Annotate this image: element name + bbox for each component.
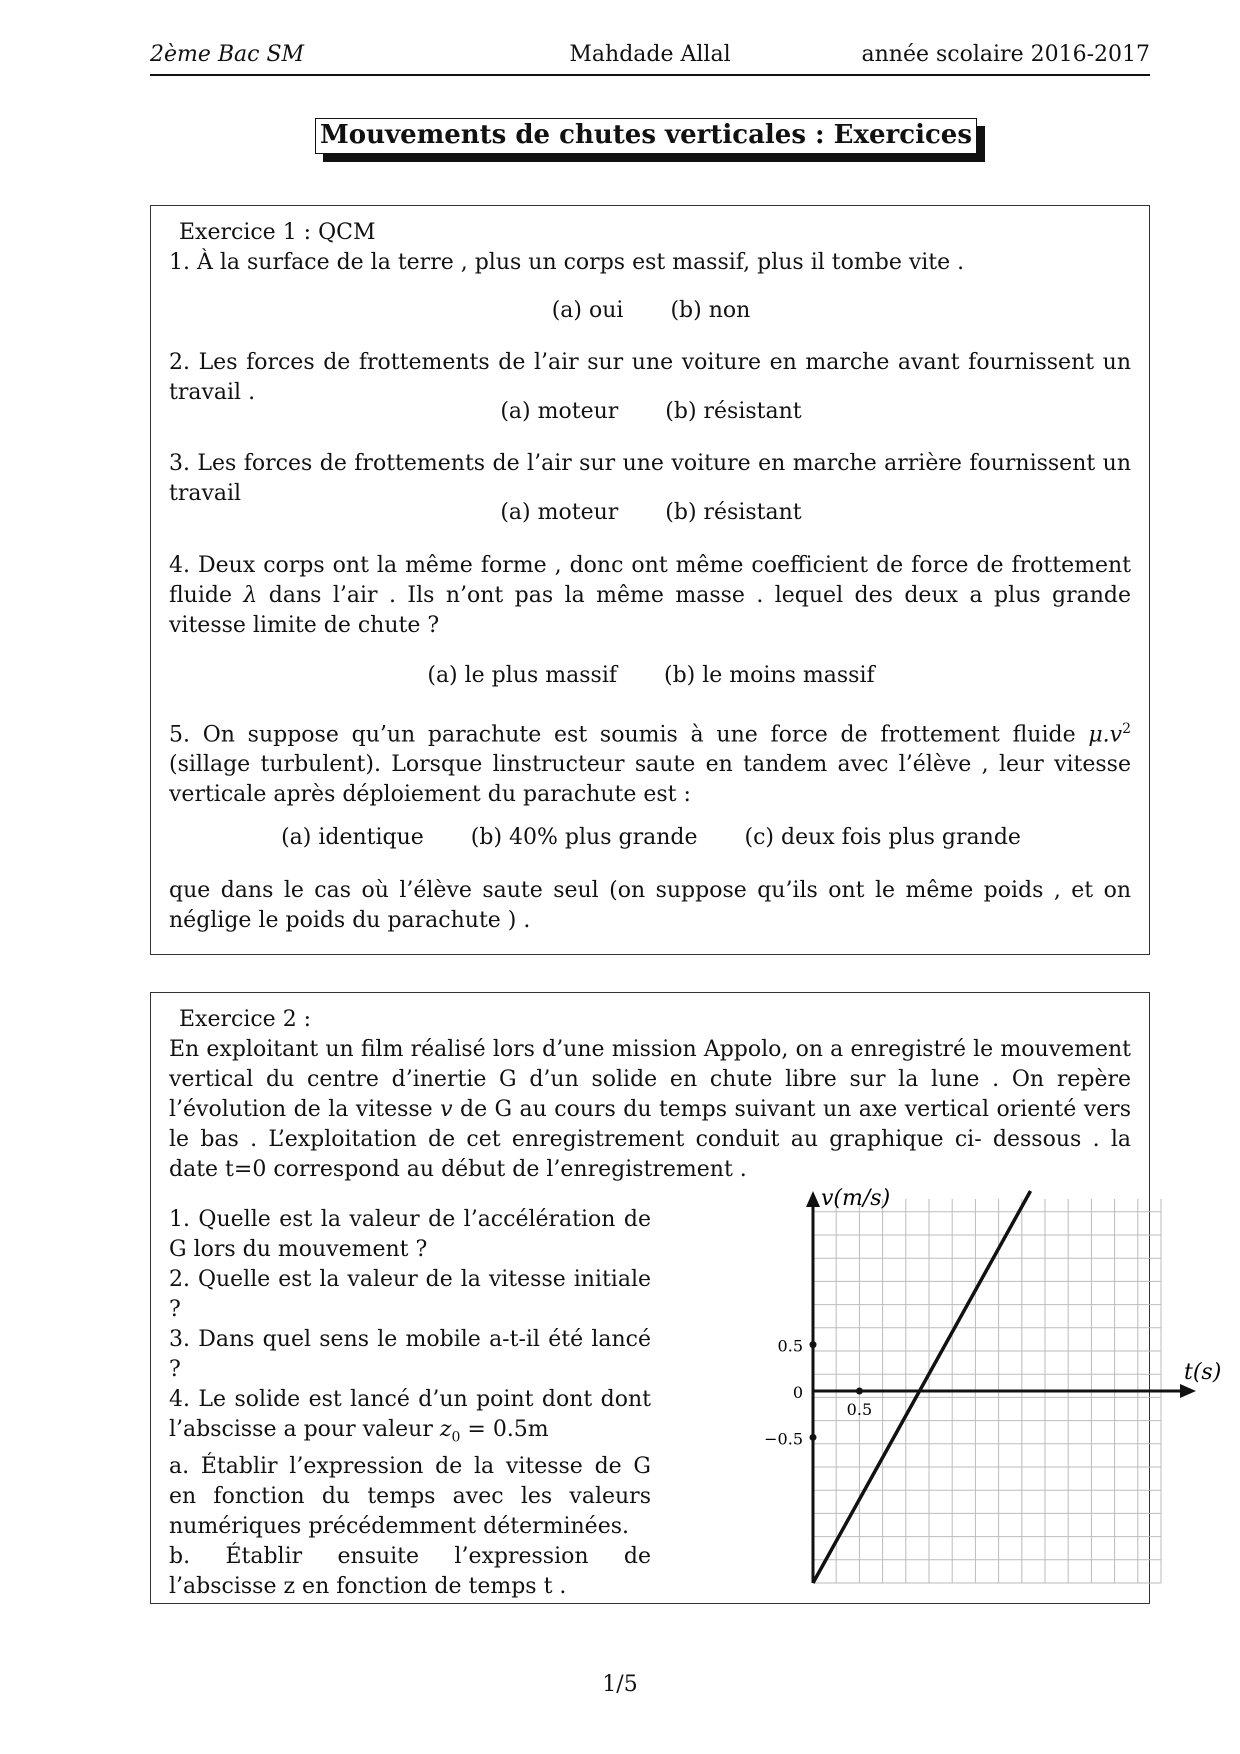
chart-marks <box>764 1186 1221 1583</box>
y-tick-label: 0.5 <box>777 1336 803 1356</box>
choice-b: (b) non <box>670 298 751 323</box>
intro-text-a: En exploitant un film réalisé lors d’une mission Appolo, on a enregistré le mouvement vertical du centre d’inertie G d’un solide en chute libre sur la lune . On repère l’évolution de la vitesse <box>169 1037 1131 1122</box>
choice-a: (a) identique <box>281 825 424 850</box>
ex2-question-4b: b. Établir ensuite l’expression de l’abscisse z en fonction de temps t . <box>169 1544 651 1600</box>
ex2-question-1: 1. Quelle est la valeur de l’accélération de G lors du mouvement ? <box>169 1207 651 1262</box>
choice-a: (a) oui <box>551 298 624 323</box>
ex1-q4-choices <box>151 663 1151 688</box>
q4-text-b: dans l’air . Ils n’ont pas la même masse . lequel des deux a plus grande vitesse limite de chute ? <box>169 583 1131 638</box>
y-tick-dot <box>810 1341 817 1348</box>
choice-b: (b) résistant <box>665 399 802 424</box>
ex2-intro <box>169 1035 1131 1185</box>
choice-b: (b) résistant <box>665 500 802 525</box>
page-number: 1/5 <box>602 1672 638 1697</box>
q4-text-a: 4. Deux corps ont la même forme , donc ont même coefficient de force de frottement fluide <box>169 553 1131 608</box>
intro-text-b: de G au cours du temps suivant un axe vertical orienté vers le bas . L’exploitation de cet enregistrement conduit au graphique ci- dessous . la date t=0 correspond au début de l’enregistrement . <box>169 1097 1131 1182</box>
header-class: 2ème Bac SM <box>150 42 305 67</box>
choice-b: (b) 40% plus grande <box>470 825 698 850</box>
velocity-time-graph <box>671 1183 1240 1603</box>
z-symbol: z <box>439 1417 452 1442</box>
ex1-q2-choices <box>151 399 1151 424</box>
page-title: Mouvements de chutes verticales : Exercices <box>315 118 977 154</box>
ex2-question-list <box>169 1205 651 1602</box>
header-year: année scolaire 2016-2017 <box>861 42 1150 67</box>
x-axis-arrow <box>1180 1384 1196 1398</box>
choice-a: (a) moteur <box>500 500 619 525</box>
ex1-q5-conclusion: que dans le cas où l’élève saute seul (on suppose qu’ils ont le même poids , et on néglige le poids du parachute ) . <box>169 878 1131 933</box>
choice-a: (a) moteur <box>500 399 619 424</box>
y-axis-label: v(m/s) <box>821 1186 891 1211</box>
ex2-question-2: 2. Quelle est la valeur de la vitesse initiale ? <box>169 1267 651 1322</box>
exercise-1-title: Exercice 1 : QCM <box>179 220 376 245</box>
x-tick-label: 0.5 <box>846 1400 873 1419</box>
ex1-question-2: 2. Les forces de frottements de l’air sur une voiture en marche avant fournissent un travail . <box>169 350 1131 405</box>
z-value: = 0.5m <box>467 1417 549 1442</box>
exercise-2-box <box>150 992 1222 1604</box>
exercise-2-title: Exercice 2 : <box>179 1007 312 1032</box>
y-tick-label: −0.5 <box>764 1429 803 1449</box>
q4-text: 4. Le solide est lancé d’un point dont dont l’abscisse a pour valeur <box>169 1387 651 1442</box>
ex2-question-3: 3. Dans quel sens le mobile a-t-il été lancé ? <box>169 1327 651 1382</box>
y-tick-dot <box>810 1434 817 1441</box>
y-axis-arrow <box>806 1191 820 1207</box>
title-frame <box>315 118 985 158</box>
header-author: Mahdade Allal <box>569 42 731 67</box>
choice-a: (a) le plus massif <box>427 663 617 688</box>
q5-text-b: (sillage turbulent). Lorsque linstructeur saute en tandem avec l’élève , leur vitesse verticale après déploiement du parachute est : <box>169 752 1131 808</box>
ex2-question-4a: a. Établir l’expression de la vitesse de G en fonction du temps avec les valeurs numériques précédemment déterminées. <box>169 1454 651 1540</box>
ex2-question-4 <box>169 1385 651 1452</box>
z-subscript: 0 <box>451 1429 461 1446</box>
q5-text-a: 5. On suppose qu’un parachute est soumis à une force de frottement fluide <box>169 722 1076 748</box>
ex1-question-1: 1. À la surface de la terre , plus un corps est massif, plus il tombe vite . <box>169 250 965 275</box>
y-tick-label: 0 <box>792 1383 803 1402</box>
ex1-q1-choices <box>151 298 1151 323</box>
choice-c: (c) deux fois plus grande <box>744 825 1021 850</box>
x-tick-dot <box>856 1388 863 1395</box>
x-axis-label: t(s) <box>1184 1360 1222 1385</box>
q5-formula: μ.v <box>1088 722 1123 748</box>
ex1-question-3: 3. Les forces de frottements de l’air sur une voiture en marche arrière fournissent un travail <box>169 451 1131 506</box>
exercise-1-box <box>150 205 1150 955</box>
velocity-line <box>813 1191 1031 1583</box>
ex1-question-5 <box>169 714 1131 810</box>
page-header <box>150 38 1150 76</box>
lambda-symbol: λ <box>243 583 258 608</box>
ex1-question-4 <box>169 551 1131 641</box>
velocity-symbol: v <box>440 1097 453 1122</box>
ex1-q3-choices <box>151 500 1151 525</box>
q5-exponent: 2 <box>1122 721 1131 737</box>
choice-b: (b) le moins massif <box>664 663 875 688</box>
ex1-q5-choices <box>151 825 1151 850</box>
